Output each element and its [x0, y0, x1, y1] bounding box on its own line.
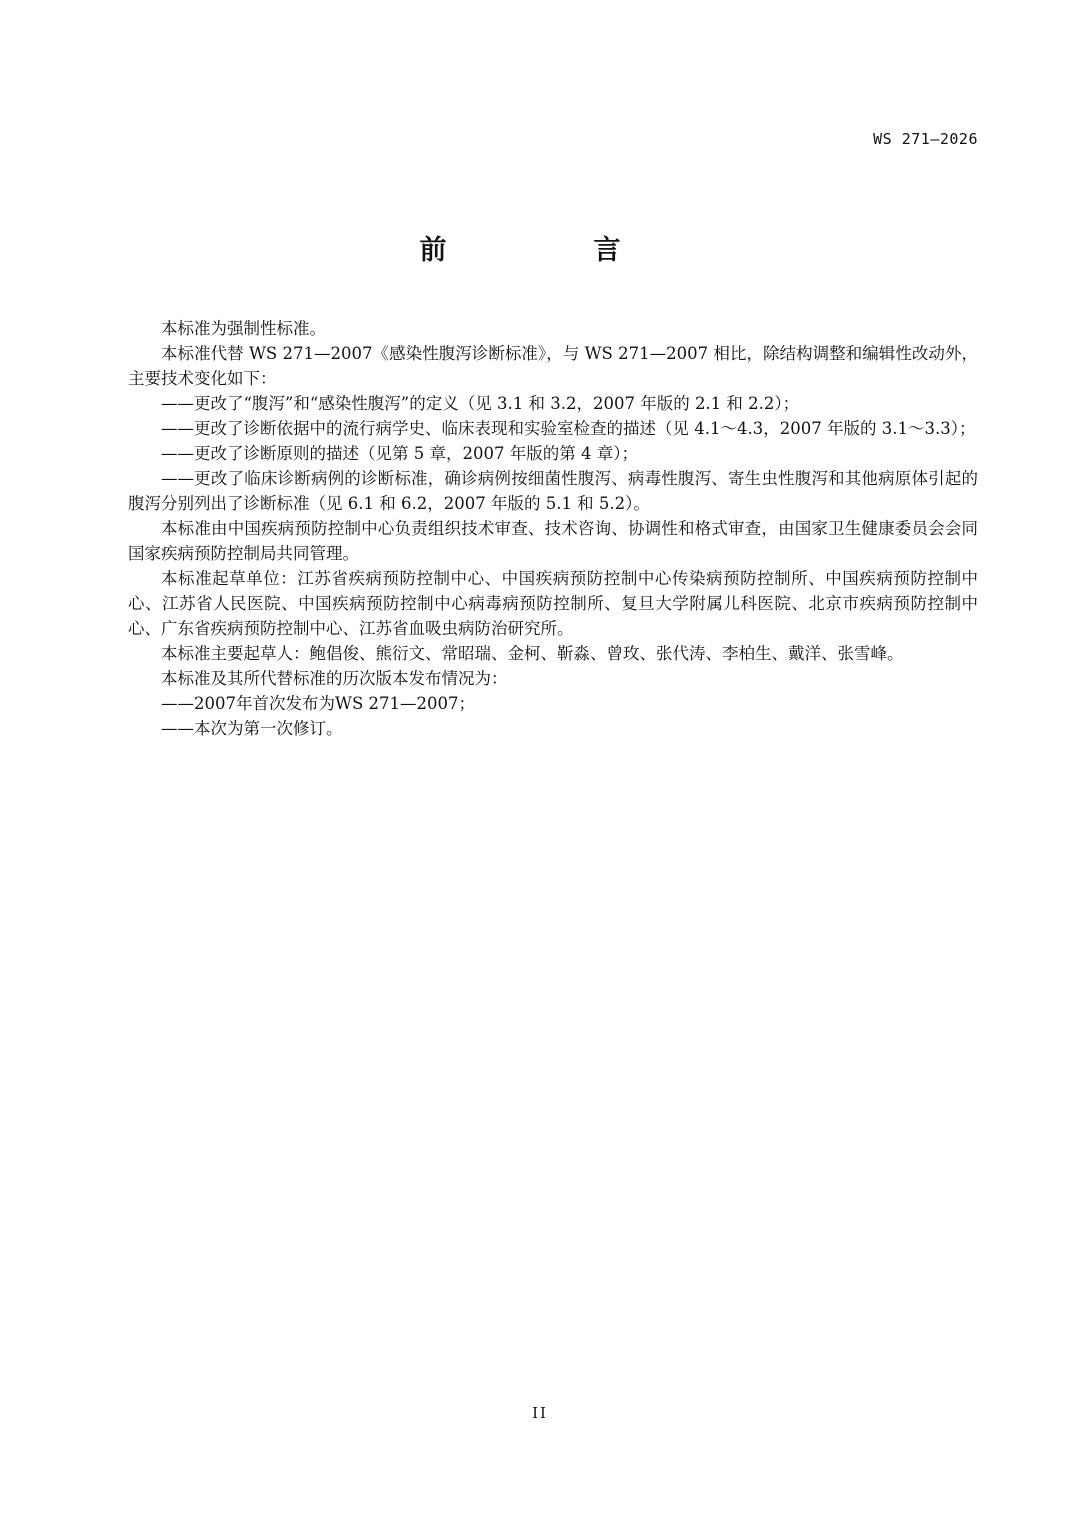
paragraph-drafting-units: 本标准起草单位：江苏省疾病预防控制中心、中国疾病预防控制中心传染病预防控制所、中国疾病预防控制中心、江苏省人民医院、中国疾病预防控制中心病毒病预防控制所、复旦大学附属儿科医院、北京市疾病预防控制中心、广东省疾病预防控制中心、江苏省血吸虫病防治研究所。: [128, 569, 978, 638]
change-item-diagnostic-criteria: ——更改了临床诊断病例的诊断标准，确诊病例按细菌性腹泻、病毒性腹泻、寄生虫性腹泻和其他病原体引起的腹泻分别列出了诊断标准（见 6.1 和 6.2，2007 年版的 5.1 和 5.2）。: [128, 469, 978, 513]
history-item-first-release: ——2007年首次发布为WS 271—2007；: [161, 694, 475, 713]
change-item-diagnostic-principles: ——更改了诊断原则的描述（见第 5 章，2007 年版的第 4 章）；: [161, 444, 638, 463]
page-number: II: [532, 1404, 548, 1422]
paragraph-mandatory: 本标准为强制性标准。: [161, 319, 326, 338]
foreword-body: [128, 316, 978, 741]
history-item-revision: ——本次为第一次修订。: [161, 719, 343, 738]
standard-code: WS 271—2026: [873, 130, 978, 148]
paragraph-replacement: 本标准代替 WS 271—2007《感染性腹泻诊断标准》，与 WS 271—2007 相比，除结构调整和编辑性改动外，主要技术变化如下：: [128, 344, 978, 388]
page-title: 前 言: [419, 235, 681, 266]
paragraph-management: 本标准由中国疾病预防控制中心负责组织技术审查、技术咨询、协调性和格式审查，由国家卫生健康委员会会同国家疾病预防控制局共同管理。: [128, 519, 978, 563]
change-item-diagnostic-basis: ——更改了诊断依据中的流行病学史、临床表现和实验室检查的描述（见 4.1～4.3，2007 年版的 3.1～3.3）；: [161, 419, 976, 438]
paragraph-drafters: 本标准主要起草人：鲍倡俊、熊衍文、常昭瑞、金柯、靳淼、曾玫、张代涛、李柏生、戴洋、张雪峰。: [161, 644, 904, 663]
paragraph-history-intro: 本标准及其所代替标准的历次版本发布情况为：: [161, 669, 508, 688]
change-item-definitions: ——更改了“腹泻”和“感染性腹泻”的定义（见 3.1 和 3.2，2007 年版的 2.1 和 2.2）；: [161, 394, 800, 413]
